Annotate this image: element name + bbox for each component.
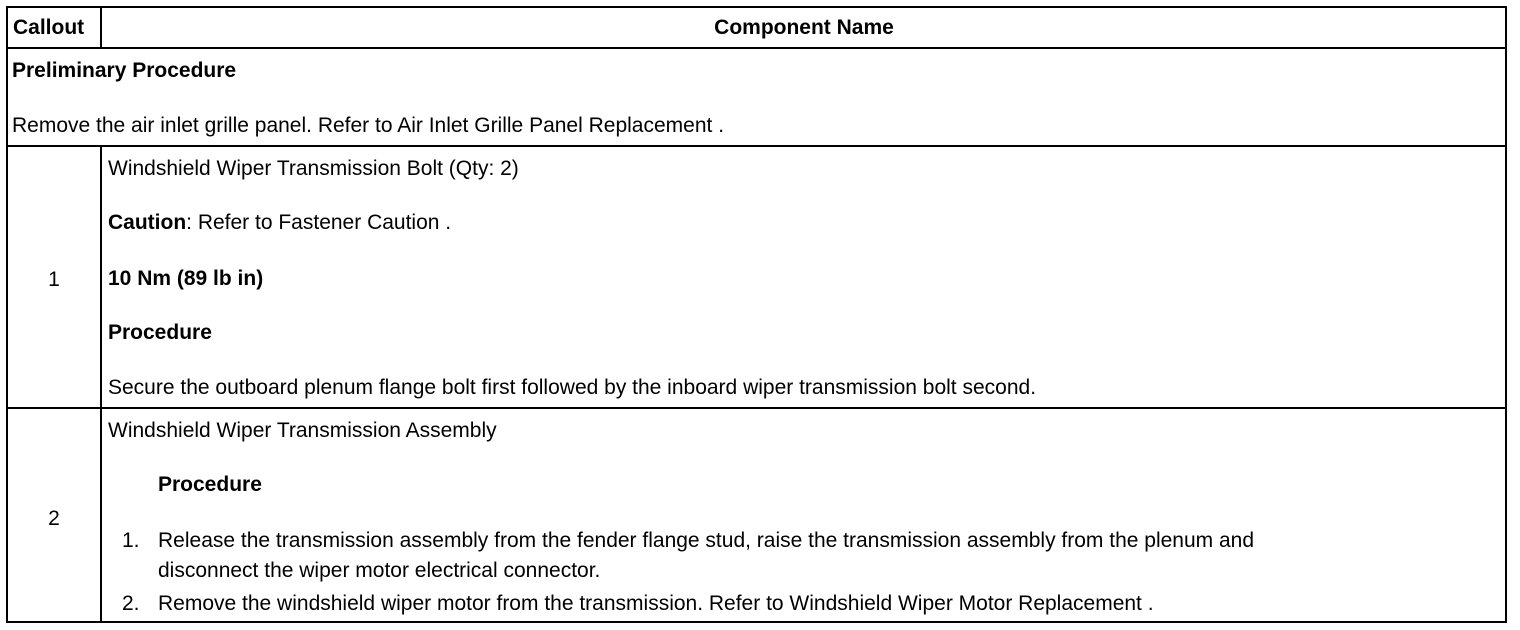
row1-torque: 10 Nm (89 lb in) bbox=[108, 267, 264, 290]
fastener-caution-link[interactable]: Fastener Caution bbox=[278, 211, 440, 234]
preliminary-text bbox=[12, 114, 724, 138]
preliminary-title: Preliminary Procedure bbox=[12, 59, 237, 82]
air-inlet-grille-link[interactable]: Air Inlet Grille Panel Replacement bbox=[397, 114, 713, 137]
step-2-text bbox=[158, 592, 1154, 616]
row-divider bbox=[8, 145, 1505, 147]
preliminary-text-before: Remove the air inlet grille panel. Refer to bbox=[12, 114, 398, 137]
row2-procedure-label: Procedure bbox=[158, 473, 262, 496]
step-1-line-1: Release the transmission assembly from the fender flange stud, raise the transmission assembly from the plenum and bbox=[158, 529, 1255, 552]
step-1-line-2: disconnect the wiper motor electrical connector. bbox=[158, 559, 601, 582]
step-2-text-before: Remove the windshield wiper motor from the transmission. Refer to bbox=[158, 592, 790, 615]
column-divider bbox=[100, 145, 102, 623]
row1-component-name: Windshield Wiper Transmission Bolt (Qty: 2) bbox=[108, 157, 519, 180]
caution-label: Caution bbox=[108, 211, 187, 234]
caution-after: . bbox=[439, 211, 452, 234]
header-component-name: Component Name bbox=[714, 16, 894, 39]
preliminary-text-after: . bbox=[712, 114, 725, 137]
row1-caution bbox=[108, 211, 451, 235]
header-callout: Callout bbox=[13, 16, 85, 39]
caution-text: : Refer to bbox=[186, 211, 279, 234]
step-2-text-after: . bbox=[1141, 592, 1154, 615]
row2-component-name: Windshield Wiper Transmission Assembly bbox=[108, 419, 497, 442]
step-1-number: 1. bbox=[122, 529, 140, 552]
step-2-number: 2. bbox=[122, 592, 140, 615]
row1-procedure-label: Procedure bbox=[108, 321, 212, 344]
column-divider bbox=[100, 8, 102, 47]
wiper-motor-replacement-link[interactable]: Windshield Wiper Motor Replacement bbox=[789, 592, 1142, 615]
row-divider bbox=[8, 407, 1505, 409]
callout-2: 2 bbox=[48, 507, 60, 530]
header-divider bbox=[8, 47, 1505, 49]
row1-procedure-text: Secure the outboard plenum flange bolt first followed by the inboard wiper transmission bolt second. bbox=[108, 376, 1037, 399]
callout-1: 1 bbox=[48, 268, 60, 291]
